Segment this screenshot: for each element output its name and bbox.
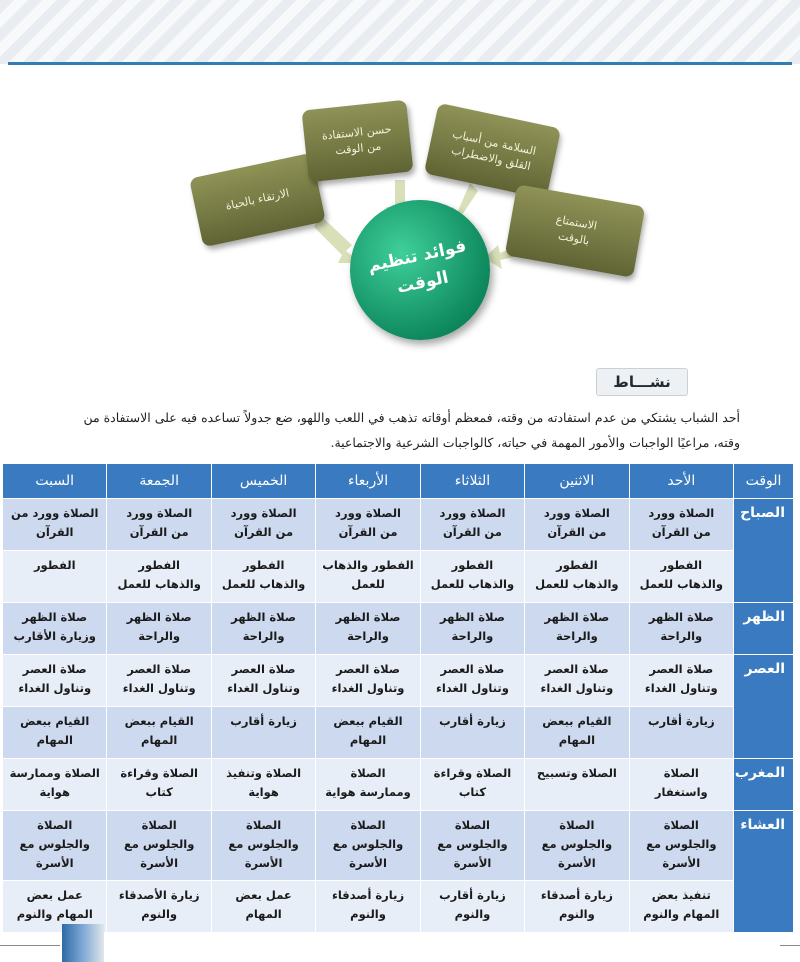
table-cell: صلاة العصر وتناول الغداء <box>525 655 629 707</box>
table-cell: الصلاة وورد من القرآن <box>420 499 524 551</box>
table-row <box>3 655 794 707</box>
activity-title: نشـــاط <box>596 368 688 396</box>
table-cell: الصلاة وورد من القرآن <box>211 499 315 551</box>
footer-line <box>0 945 60 946</box>
table-cell: القيام ببعض المهام <box>3 707 107 759</box>
table-cell: القيام ببعض المهام <box>525 707 629 759</box>
table-cell: صلاة الظهر والراحة <box>629 603 733 655</box>
table-cell: الصلاة والجلوس مع الأسرة <box>525 811 629 881</box>
table-cell: صلاة الظهر والراحة <box>316 603 420 655</box>
table-row <box>3 603 794 655</box>
table-row <box>3 707 794 759</box>
decorative-header-banner <box>0 0 800 64</box>
table-cell: زيارة أقارب <box>211 707 315 759</box>
page-corner-tab <box>62 924 104 962</box>
table-cell: الفطور والذهاب للعمل <box>107 551 211 603</box>
table-cell: الفطور <box>3 551 107 603</box>
header-day: الأحد <box>629 464 733 499</box>
table-cell: الصلاة وممارسة هواية <box>316 759 420 811</box>
table-cell: القيام ببعض المهام <box>107 707 211 759</box>
table-cell: صلاة العصر وتناول الغداء <box>420 655 524 707</box>
table-cell: صلاة العصر وتناول الغداء <box>316 655 420 707</box>
table-cell: الفطور والذهاب للعمل <box>211 551 315 603</box>
table-cell: صلاة الظهر والراحة <box>420 603 524 655</box>
period-label: العصر <box>734 655 794 759</box>
table-cell: الصلاة وتسبيح <box>525 759 629 811</box>
header-day: الجمعة <box>107 464 211 499</box>
table-cell: زيارة أصدقاء والنوم <box>525 881 629 933</box>
table-cell: الصلاة والجلوس مع الأسرة <box>420 811 524 881</box>
table-cell: القيام ببعض المهام <box>316 707 420 759</box>
table-cell: صلاة العصر وتناول الغداء <box>107 655 211 707</box>
table-cell: صلاة الظهر والراحة <box>525 603 629 655</box>
table-cell: صلاة العصر وتناول الغداء <box>629 655 733 707</box>
table-cell: الصلاة والجلوس مع الأسرة <box>107 811 211 881</box>
table-cell: الصلاة والجلوس مع الأسرة <box>316 811 420 881</box>
table-cell: الصلاة وتنفيذ هواية <box>211 759 315 811</box>
table-cell: الفطور والذهاب للعمل <box>629 551 733 603</box>
period-label: العشاء <box>734 811 794 933</box>
table-cell: الصلاة وورد من القرآن <box>316 499 420 551</box>
table-cell: صلاة الظهر والراحة <box>107 603 211 655</box>
header-day: الاثنين <box>525 464 629 499</box>
table-row <box>3 811 794 881</box>
table-row <box>3 881 794 933</box>
benefit-box-3: السلامة من أسباب القلق والاضطراب <box>424 103 561 199</box>
table-cell: تنفيذ بعض المهام والنوم <box>629 881 733 933</box>
benefit-box-4: الاستمتاع بالوقت <box>505 184 646 277</box>
footer-line <box>780 945 800 946</box>
table-cell: الصلاة والجلوس مع الأسرة <box>629 811 733 881</box>
table-cell: الفطور والذهاب للعمل <box>316 551 420 603</box>
table-cell: الصلاة والجلوس مع الأسرة <box>211 811 315 881</box>
weekly-schedule-table <box>2 463 794 933</box>
benefit-box-1: الارتقاء بالحياة <box>189 153 326 247</box>
table-cell: صلاة العصر وتناول الغداء <box>211 655 315 707</box>
header-divider <box>8 62 792 65</box>
table-cell: الصلاة واستغفار <box>629 759 733 811</box>
table-cell: زيارة الأصدقاء والنوم <box>107 881 211 933</box>
table-cell: الصلاة وممارسة هواية <box>3 759 107 811</box>
header-time: الوقت <box>734 464 794 499</box>
table-row <box>3 551 794 603</box>
table-cell: الفطور والذهاب للعمل <box>525 551 629 603</box>
central-circle: فوائد تنظيم الوقت <box>337 187 503 353</box>
table-cell: الصلاة وقراءة كتاب <box>420 759 524 811</box>
table-cell: الفطور والذهاب للعمل <box>420 551 524 603</box>
table-cell: زيارة أقارب والنوم <box>420 881 524 933</box>
activity-description: أحد الشباب يشتكي من عدم استفادته من وقته، فمعظم أوقاته تذهب في اللعب واللهو، ضع جدولاً تساعده فيه على الاستفادة من وقته، مراعيًا الواجبات والأمور المهمة في حياته، كالواجبات الشرعية والاجتماعية. <box>83 410 740 450</box>
table-cell: عمل بعض المهام والنوم <box>3 881 107 933</box>
table-cell: زيارة أصدقاء والنوم <box>316 881 420 933</box>
table-row <box>3 499 794 551</box>
table-cell: عمل بعض المهام <box>211 881 315 933</box>
activity-label <box>570 368 688 394</box>
table-cell: الصلاة وورد من القرآن <box>107 499 211 551</box>
table-cell: الصلاة والجلوس مع الأسرة <box>3 811 107 881</box>
header-day: السبت <box>3 464 107 499</box>
table-cell: صلاة الظهر والراحة <box>211 603 315 655</box>
benefits-diagram <box>0 95 800 350</box>
period-label: الصباح <box>734 499 794 603</box>
table-cell: الصلاة وورد من القرآن <box>3 499 107 551</box>
header-day: الثلاثاء <box>420 464 524 499</box>
table-cell: الصلاة وورد من القرآن <box>525 499 629 551</box>
table-cell: الصلاة وقراءة كتاب <box>107 759 211 811</box>
benefit-box-2: حسن الاستفادة من الوقت <box>302 100 414 183</box>
header-day: الأربعاء <box>316 464 420 499</box>
table-cell: صلاة الظهر وزيارة الأقارب <box>3 603 107 655</box>
table-row <box>3 759 794 811</box>
period-label: المغرب <box>734 759 794 811</box>
table-header-row <box>3 464 794 499</box>
table-cell: زيارة أقارب <box>420 707 524 759</box>
header-day: الخميس <box>211 464 315 499</box>
table-cell: الصلاة وورد من القرآن <box>629 499 733 551</box>
period-label: الظهر <box>734 603 794 655</box>
table-cell: صلاة العصر وتناول الغداء <box>3 655 107 707</box>
table-cell: زيارة أقارب <box>629 707 733 759</box>
